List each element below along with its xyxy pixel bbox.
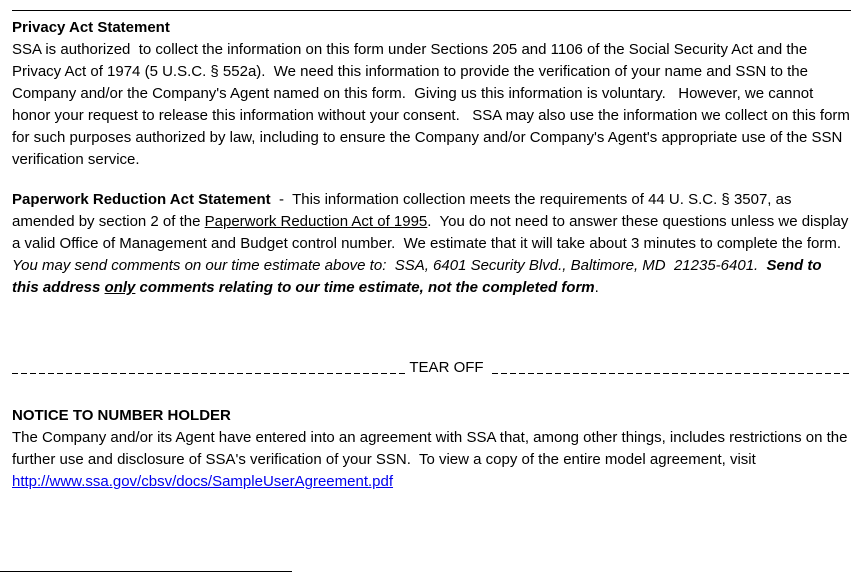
tear-off-dashes-right	[492, 373, 851, 374]
privacy-act-body: SSA is authorized to collect the information on this form under Sections 205 and 1106 of the Social Security Act and the Privacy Act of 1974 (5 U.S.C. § 552a). We need this information to provide the verification of your name and SSN to the Company and/or the Company's Agent named on this form. Giving us this information is voluntary. However, we cannot honor your request to release this information without your consent. SSA may also use the information we collect on this form for such purposes authorized by law, including to ensure the Company and/or Company's Agent's appropriate use of the SSN verification service.	[12, 41, 855, 168]
tear-off-dashes-left	[12, 373, 407, 374]
paperwork-end-period: .	[594, 279, 599, 296]
top-divider	[12, 10, 851, 11]
notice-body-text: The Company and/or its Agent have entered into an agreement with SSA that, among other things, includes restrictions on the further use and disclosure of SSA's verification of your SSN. To view a copy of the entire model agreement, visit	[12, 429, 852, 468]
bottom-divider	[0, 571, 292, 572]
privacy-act-heading: Privacy Act Statement	[12, 19, 170, 36]
agreement-link[interactable]: http://www.ssa.gov/cbsv/docs/SampleUserAgreement.pdf	[12, 473, 394, 490]
paperwork-body-2: . You do not need to answer these questions unless we display a valid Office of Management and Budget control number. We estimate that it will take about 3 minutes to complete the form.	[12, 213, 853, 252]
paperwork-paragraph	[12, 189, 851, 299]
tear-off-label: TEAR OFF	[409, 359, 484, 376]
paperwork-warning-1: Send to this address	[12, 257, 826, 296]
paperwork-comments-note: You may send comments on our time estimate above to: SSA, 6401 Security Blvd., Baltimore, MD 21235-6401.	[12, 257, 767, 274]
notice-body	[12, 427, 851, 493]
paperwork-warning-only: only	[104, 279, 136, 296]
paperwork-warning-2: comments relating to our time estimate, not the completed form	[135, 279, 595, 296]
paperwork-body-1: This information collection meets the requirements of 44 U. S.C. § 3507, as amended by section 2 of the	[12, 191, 796, 230]
paperwork-separator: -	[270, 191, 293, 208]
paperwork-act-reference: Paperwork Reduction Act of 1995	[204, 213, 428, 230]
tear-off-line	[12, 357, 851, 379]
notice-heading: NOTICE TO NUMBER HOLDER	[12, 407, 231, 424]
paperwork-heading: Paperwork Reduction Act Statement	[12, 191, 271, 208]
